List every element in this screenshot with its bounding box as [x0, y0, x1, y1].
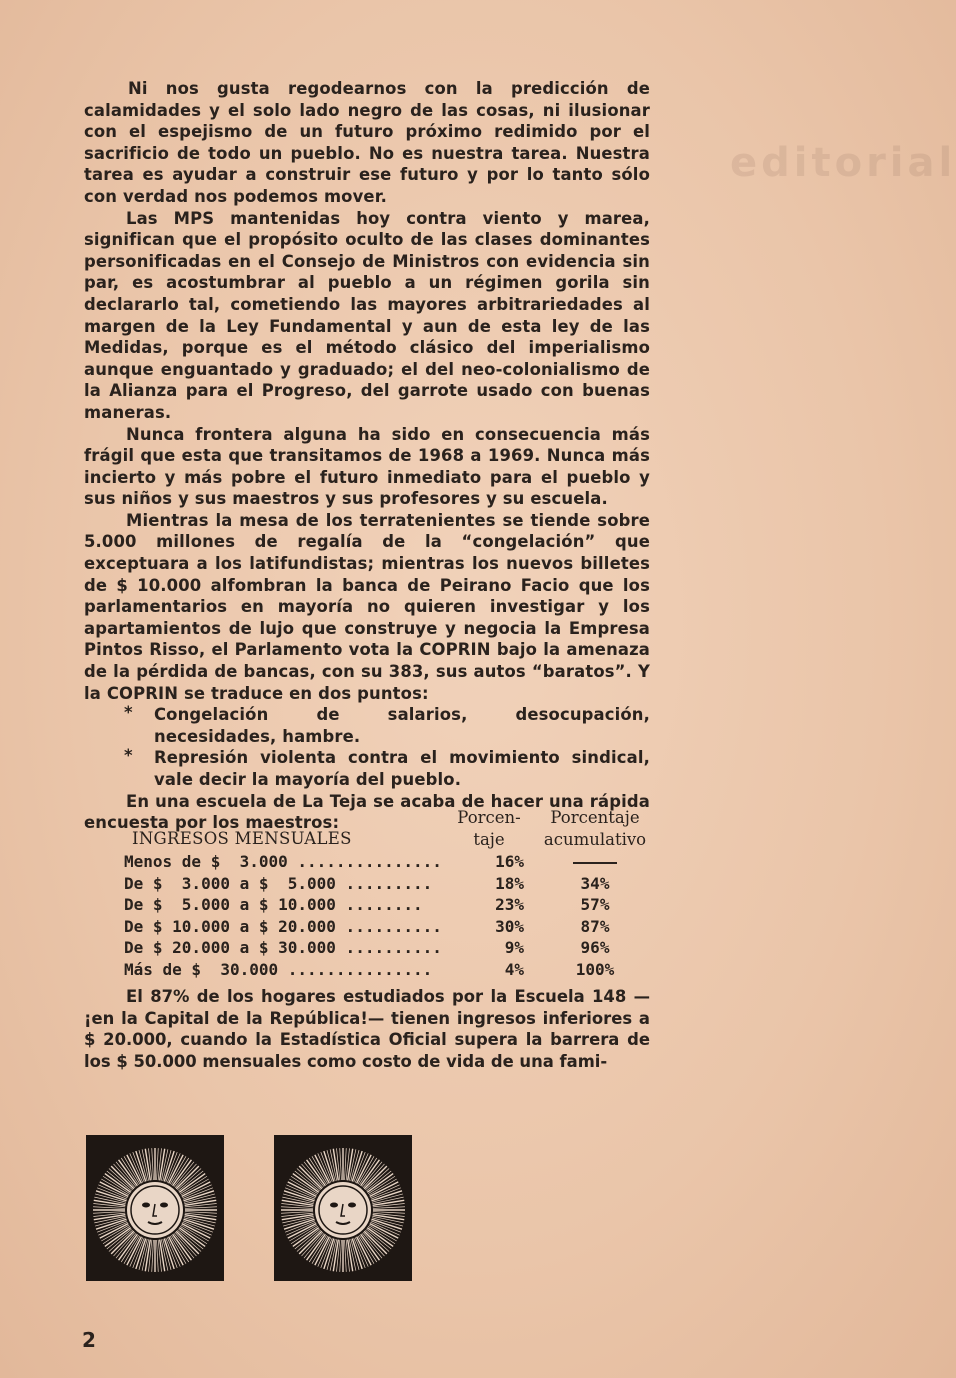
row-percent: 9%	[504, 938, 524, 958]
paragraph-4: Mientras la mesa de los terratenientes se tiende sobre 5.000 millones de regalía de la “congelación” que exceptuara a los latifundistas; mientras los nuevos billetes de $ 10.000 alfombran la banca de Peirano Facio que los parlamentarios en mayoría no quieren investigar y los apartamientos de lujo que construye y negocia la Empresa Pintos Risso, el Parlamento vota la COPRIN bajo la amenaza de la pérdida de bancas, con su 383, sus autos “baratos”. Y la COPRIN se traduce en dos puntos:	[84, 510, 650, 703]
row-percent: 16%	[495, 852, 524, 871]
dash-mark	[573, 862, 617, 864]
table-row	[84, 960, 654, 982]
row-percent: 18%	[495, 873, 524, 893]
header-cumulative-line1: Porcentaje	[550, 808, 640, 827]
table-row	[84, 938, 654, 960]
row-cumulative: 100%	[575, 959, 615, 979]
row-label: De $ 5.000 a $ 10.000 ........	[124, 895, 423, 915]
row-cumulative: 87%	[580, 916, 610, 936]
paragraph-3: Nunca frontera alguna ha sido en consecuencia más frágil que esta que transitamos de 1968 a 1969. Nunca más incierto y más pobre el futuro inmediato para el pueblo y sus niños y sus maestros y sus profesores y su escuela.	[84, 424, 650, 509]
bullet-list	[84, 704, 650, 790]
main-text	[84, 78, 650, 834]
paragraph-1: Ni nos gusta regodearnos con la predicción de calamidades y el solo lado negro de las cosas, ni ilusionar con el espejismo de un futuro próximo redimido por el sacrificio de todo un pueblo. No es nuestra tarea. Nuestra tarea es ayudar a construir ese futuro y por lo tanto sólo con verdad nos podemos mover.	[84, 79, 650, 206]
survey-intro: En una escuela de La Teja se acaba de hacer una rápida encuesta por los maestros:	[84, 791, 650, 833]
table-row	[84, 895, 654, 917]
sun-face-icon	[274, 1135, 412, 1281]
bullet-mark: *	[124, 746, 133, 766]
bullet-item	[84, 747, 650, 790]
sun-face-emblem-left	[86, 1135, 224, 1281]
row-percent: 23%	[495, 895, 524, 915]
table-row	[84, 874, 654, 896]
bullet-text: Represión violenta contra el movimiento sindical, vale decir la mayoría del pueblo.	[154, 748, 650, 789]
table-body	[84, 852, 654, 982]
header-cumulative-line2: acumulativo	[543, 830, 647, 849]
table-header	[84, 806, 654, 852]
row-percent: 30%	[495, 916, 524, 936]
header-percent-line2: taje	[473, 830, 505, 849]
table-row	[84, 852, 654, 874]
row-label: De $ 3.000 a $ 5.000 .........	[124, 873, 433, 893]
header-income: INGRESOS MENSUALES	[132, 829, 352, 848]
closing-paragraph: El 87% de los hogares estudiados por la Escuela 148 —¡en la Capital de la República!— tienen ingresos inferiores a $ 20.000, cuando la Estadística Oficial supera la barrera de los $ 50.000 mensuales como costo de vida de una fami-	[84, 987, 650, 1071]
row-percent: 4%	[504, 959, 524, 979]
bleed-through-heading: editorial	[730, 140, 956, 186]
header-percent	[454, 807, 524, 851]
income-table	[84, 806, 654, 982]
row-label: Menos de $ 3.000 ...............	[124, 852, 442, 871]
bullet-item	[84, 704, 650, 747]
paragraph-2: Las MPS mantenidas hoy contra viento y marea, significan que el propósito oculto de las clases dominantes personificadas en el Consejo de Ministros con evidencia sin par, es acostumbrar al pueblo a un régimen gorila sin declararlo tal, cometiendo las mayores arbitrariedades al margen de la Ley Fundamental y aun de esta ley de las Medidas, porque es el método clásico del imperialismo aunque enguantado y graduado; el del neo-colonialismo de la Alianza para el Progreso, del garrote usado con buenas maneras.	[84, 208, 650, 422]
header-percent-line1: Porcen-	[457, 808, 521, 827]
bullet-mark: *	[124, 703, 133, 723]
row-cumulative	[539, 852, 651, 871]
row-label: De $ 20.000 a $ 30.000 ..........	[124, 938, 442, 958]
row-label: De $ 10.000 a $ 20.000 ..........	[124, 916, 442, 936]
closing-text	[84, 986, 650, 1072]
header-cumulative	[539, 807, 651, 851]
sun-face-icon	[86, 1135, 224, 1281]
page-number: 2	[82, 1328, 96, 1352]
bullet-text: Congelación de salarios, desocupación, necesidades, hambre.	[154, 705, 650, 746]
row-cumulative: 57%	[580, 895, 610, 915]
row-label: Más de $ 30.000 ...............	[124, 959, 433, 979]
row-cumulative: 34%	[580, 873, 610, 893]
table-row	[84, 917, 654, 939]
sun-face-emblem-right	[274, 1135, 412, 1281]
row-cumulative: 96%	[580, 938, 610, 958]
